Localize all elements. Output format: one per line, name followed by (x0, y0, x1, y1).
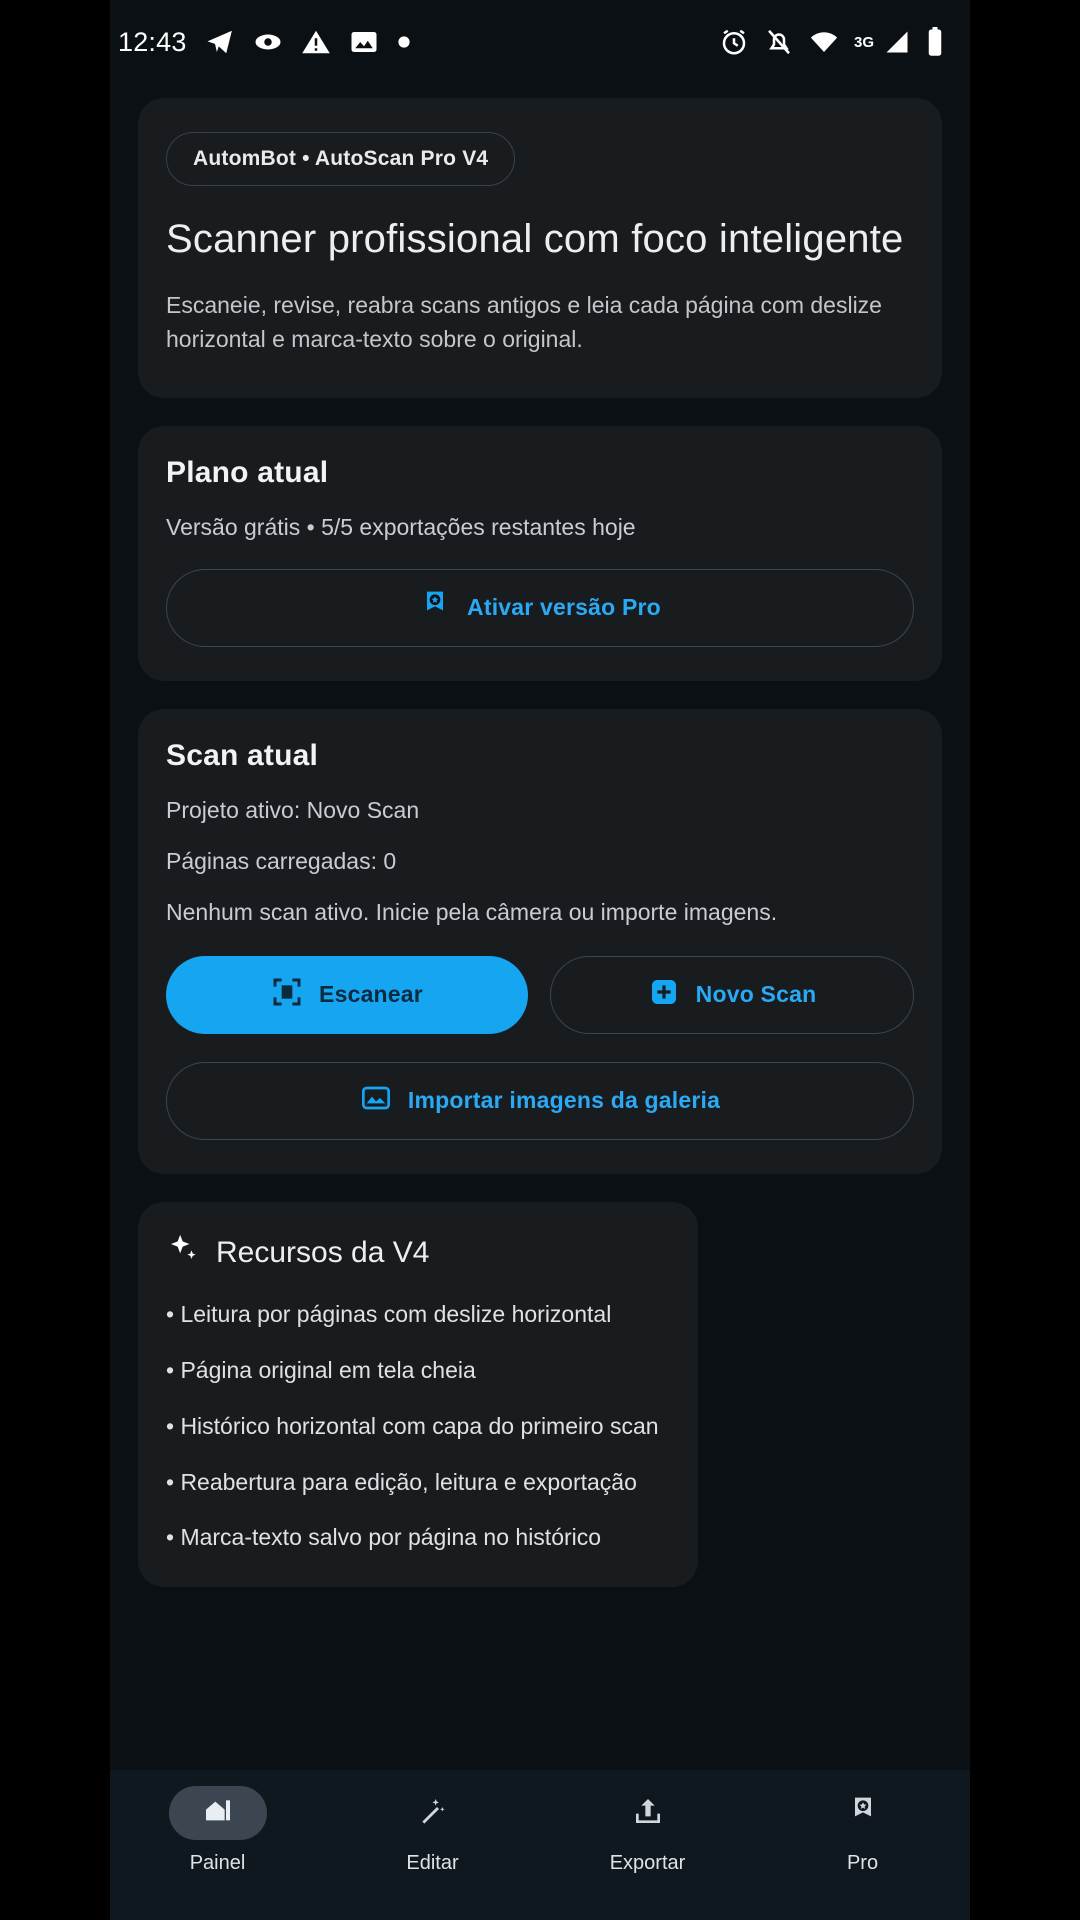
magic-wand-icon (417, 1795, 449, 1832)
nav-item-painel[interactable] (110, 1786, 325, 1875)
current-scan-card (138, 709, 942, 1174)
status-right-group (719, 27, 944, 57)
gallery-image-icon (360, 1082, 392, 1120)
nav-pill-exportar (599, 1786, 697, 1840)
list-item: • Leitura por páginas com deslize horizontal (166, 1300, 612, 1327)
wifi-icon (809, 27, 839, 57)
new-scan-button[interactable] (550, 956, 914, 1034)
current-scan-title: Scan atual (166, 738, 319, 772)
features-title: Recursos da V4 (216, 1235, 430, 1269)
nav-pill-editar (384, 1786, 482, 1840)
main-content (110, 84, 970, 1770)
plan-status-line: Versão grátis • 5/5 exportações restantes hoje (166, 513, 636, 540)
alarm-icon (719, 27, 749, 57)
list-item: • Histórico horizontal com capa do primeiro scan (166, 1412, 659, 1439)
active-project-line: Projeto ativo: Novo Scan (166, 796, 420, 823)
list-item: • Reabertura para edição, leitura e exportação (166, 1468, 637, 1495)
dashboard-icon (202, 1795, 234, 1832)
hero-subtitle: Escaneie, revise, reabra scans antigos e leia cada página com deslize horizontal e marca-texto sobre o original. (166, 292, 882, 352)
badge-star-icon (419, 589, 451, 627)
hero-card (138, 98, 942, 398)
nav-item-exportar[interactable] (540, 1786, 755, 1875)
telegram-icon (205, 27, 235, 57)
scan-action-row (166, 956, 914, 1034)
plan-title: Plano atual (166, 455, 329, 489)
warning-icon (301, 27, 331, 57)
phone-screen (110, 0, 970, 1920)
empty-state-line: Nenhum scan ativo. Inicie pela câmera ou importe imagens. (166, 898, 778, 925)
badge-star-icon (847, 1795, 879, 1832)
status-left-group (118, 27, 411, 58)
import-gallery-label: Importar imagens da galeria (407, 1087, 721, 1114)
nav-pill-pro (814, 1786, 912, 1840)
sparkles-icon (166, 1232, 200, 1274)
new-scan-label: Novo Scan (695, 981, 817, 1008)
signal-icon (883, 28, 911, 56)
scan-frame-icon (271, 976, 303, 1014)
bottom-nav (110, 1770, 970, 1920)
scan-button-label: Escanear (319, 981, 423, 1008)
share-icon (632, 1795, 664, 1832)
nav-pill-painel (169, 1786, 267, 1840)
status-clock: 12:43 (118, 26, 187, 57)
nav-label-editar: Editar (406, 1852, 459, 1874)
nav-item-editar[interactable] (325, 1786, 540, 1875)
list-item: • Página original em tela cheia (166, 1356, 476, 1383)
nav-item-pro[interactable] (755, 1786, 970, 1875)
network-type-label: 3G (853, 33, 874, 51)
nav-label-exportar: Exportar (609, 1852, 686, 1874)
plus-square-icon (648, 976, 680, 1014)
dot-icon (397, 35, 411, 49)
status-bar (110, 0, 970, 84)
features-header (166, 1232, 670, 1274)
import-gallery-button[interactable] (166, 1062, 914, 1140)
eye-icon (253, 27, 283, 57)
activate-pro-button[interactable] (166, 569, 914, 647)
list-item: • Marca-texto salvo por página no histórico (166, 1524, 602, 1551)
nav-label-painel: Painel (189, 1852, 246, 1874)
loaded-pages-line: Páginas carregadas: 0 (166, 847, 397, 874)
nav-label-pro: Pro (846, 1852, 879, 1874)
scan-button[interactable] (166, 956, 528, 1034)
features-card (138, 1202, 698, 1587)
plan-card (138, 426, 942, 681)
app-badge: AutomBot • AutoScan Pro V4 (166, 132, 515, 186)
activate-pro-label: Ativar versão Pro (467, 594, 661, 621)
battery-icon (926, 27, 944, 57)
photo-icon (349, 27, 379, 57)
page-title: Scanner profissional com foco inteligente (166, 217, 904, 261)
notifications-off-icon (764, 27, 794, 57)
